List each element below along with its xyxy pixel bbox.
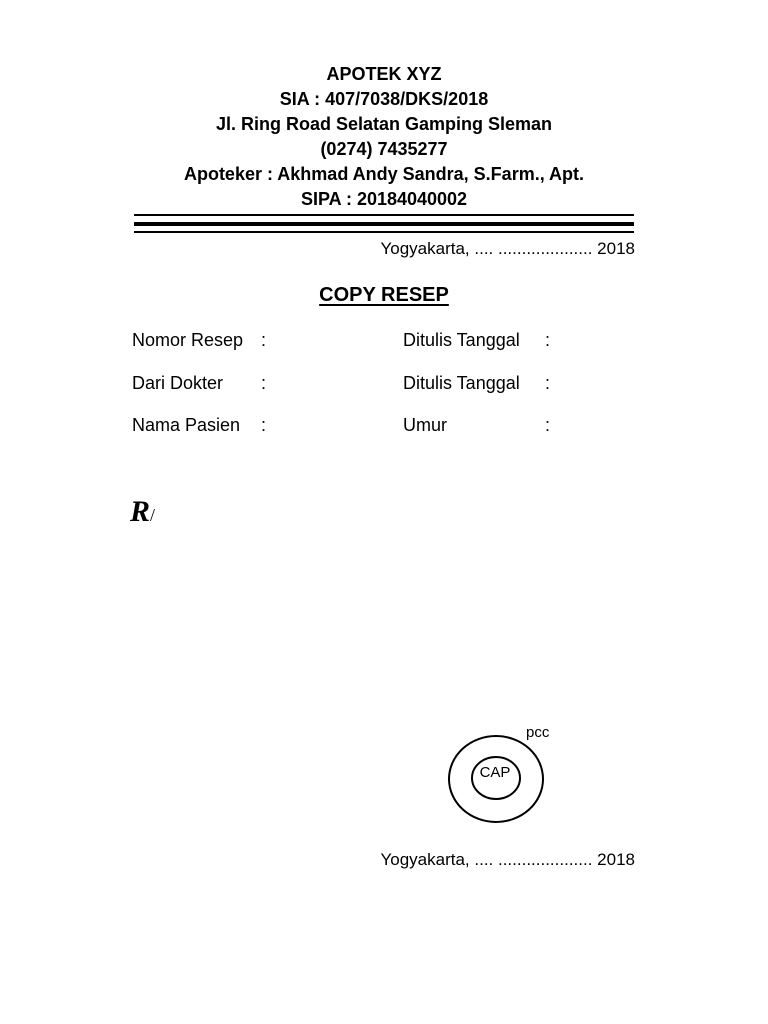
field-colon: :	[261, 373, 267, 393]
field-label: Ditulis Tanggal	[403, 330, 520, 350]
pharmacy-address: Jl. Ring Road Selatan Gamping Sleman	[215, 114, 553, 134]
field-colon: :	[261, 415, 267, 435]
sia-number: SIA : 407/7038/DKS/2018	[279, 89, 489, 109]
date-line-bottom: Yogyakarta, .... .................... 2018	[380, 850, 635, 869]
header-divider-thin-bottom	[134, 231, 634, 233]
field-label: Ditulis Tanggal	[403, 373, 520, 393]
sipa-number: SIPA : 20184040002	[300, 189, 468, 209]
rx-slash: /	[150, 505, 156, 525]
header-divider-thick	[134, 222, 634, 226]
stamp-label: CAP	[479, 764, 511, 781]
field-label: Umur	[403, 415, 447, 435]
field-colon: :	[261, 330, 267, 350]
field-label: Nama Pasien	[132, 415, 241, 435]
letterhead	[0, 62, 768, 212]
field-label: Dari Dokter	[132, 373, 224, 393]
document-title: COPY RESEP	[319, 284, 449, 306]
pcc-label: pcc	[526, 724, 550, 741]
field-label: Nomor Resep	[132, 330, 244, 350]
field-colon: :	[545, 330, 551, 350]
pharmacy-name: APOTEK XYZ	[326, 64, 442, 84]
field-umur	[403, 415, 551, 436]
stamp-icon	[446, 733, 546, 825]
field-nama-pasien	[132, 415, 267, 436]
pharmacist-name: Apoteker : Akhmad Andy Sandra, S.Farm., Apt.	[183, 164, 585, 184]
rx-symbol	[130, 497, 155, 527]
header-divider-thin-top	[134, 214, 634, 216]
rx-letter: R	[130, 495, 151, 528]
field-colon: :	[545, 415, 551, 435]
field-ditulis-tanggal-2	[403, 373, 551, 394]
pharmacy-phone: (0274) 7435277	[320, 139, 448, 159]
field-dari-dokter	[132, 373, 267, 394]
field-colon: :	[545, 373, 551, 393]
date-line-top: Yogyakarta, .... .................... 2018	[380, 239, 635, 258]
field-nomor-resep	[132, 330, 267, 351]
field-ditulis-tanggal-1	[403, 330, 551, 351]
